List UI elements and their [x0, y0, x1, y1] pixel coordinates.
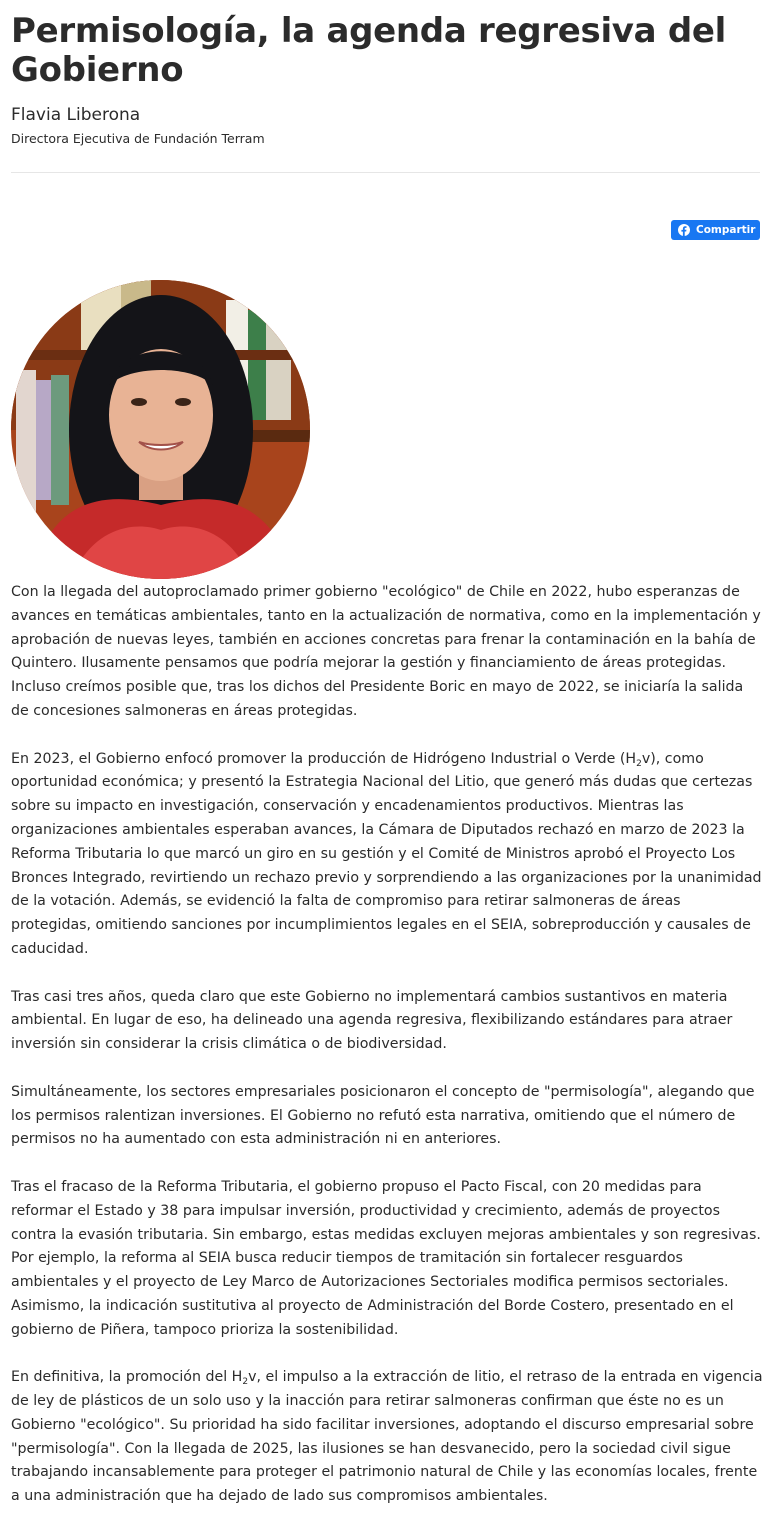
facebook-share-button[interactable]: [671, 220, 760, 240]
author-name: Flavia Liberona: [11, 105, 141, 125]
paragraph-4: Simultáneamente, los sectores empresariales posicionaron el concepto de "permisología", alegando que los permisos ralentizan inversiones. El Gobierno no refutó esta narrativa, omitiendo que el número de permisos no ha aumentado con esta administración ni en anteriores.: [11, 1083, 755, 1148]
author-role: Directora Ejecutiva de Fundación Terram: [11, 131, 265, 146]
article-title: Permisología, la agenda regresiva del Gobierno: [11, 11, 727, 90]
article-body: [11, 581, 763, 1533]
facebook-icon: [678, 224, 690, 236]
share-label: Compartir: [696, 224, 756, 236]
paragraph-3: Tras casi tres años, queda claro que este Gobierno no implementará cambios sustantivos en materia ambiental. En lugar de eso, ha delineado una agenda regresiva, flexibilizando estándares para atraer inversión sin considerar la crisis climática o de biodiversidad.: [11, 988, 733, 1053]
author-portrait-image: [11, 280, 310, 579]
paragraph-1: Con la llegada del autoproclamado primer gobierno "ecológico" de Chile en 2022, hubo esperanzas de avances en temáticas ambientales, tanto en la actualización de normativa, como en la implementación y aprobación de nuevas leyes, también en acciones concretas para frenar la contaminación en la bahía de Quintero. Ilusamente pensamos que podría mejorar la gestión y financiamiento de áreas protegidas. Incluso creímos posible que, tras los dichos del Presidente Boric en mayo de 2022, se iniciaría la salida de concesiones salmoneras en áreas protegidas.: [11, 584, 761, 719]
divider: [11, 172, 760, 173]
paragraph-6: En definitiva, la promoción del $H_2v$, el impulso a la extracción de litio, el retraso de la entrada en vigencia de ley de plásticos de un solo uso y la inacción para retirar salmoneras confirman que éste no es un Gobierno "ecológico". Su prioridad ha sido facilitar inversiones, adoptando el discurso empresarial sobre "permisología". Con la llegada de 2025, las ilusiones se han desvanecido, pero la sociedad civil sigue trabajando incansablemente para proteger el patrimonio natural de Chile y las economías locales, frente a una administración que ha dejado de lado sus compromisos ambientales.: [11, 1369, 763, 1505]
paragraph-5: Tras el fracaso de la Reforma Tributaria, el gobierno propuso el Pacto Fiscal, con 20 medidas para reformar el Estado y 38 para impulsar inversión, productividad y crecimiento, además de proyectos contra la evasión tributaria. Sin embargo, estas medidas excluyen mejoras ambientales y son regresivas. Por ejemplo, la reforma al SEIA busca reducir tiempos de tramitación sin fortalecer resguardos ambientales y el proyecto de Ley Marco de Autorizaciones Sectoriales modifica permisos sectoriales. Asimismo, la indicación sustitutiva al proyecto de Administración del Borde Costero, presentado en el gobierno de Piñera, tampoco prioriza la sostenibilidad.: [11, 1178, 761, 1338]
author-photo: [11, 280, 310, 579]
paragraph-2: En 2023, el Gobierno enfocó promover la producción de Hidrógeno Industrial o Verde $(H_2v)$, como oportunidad económica; y presentó la Estrategia Nacional del Litio, que generó más dudas que certezas sobre su impacto en investigación, conservación y encadenamientos productivos. Mientras las organizaciones ambientales esperaban avances, la Cámara de Diputados rechazó en marzo de 2023 la Reforma Tributaria lo que marcó un giro en su gestión y el Comité de Ministros aprobó el Proyecto Los Bronces Integrado, revirtiendo un rechazo previo y sorprendiendo a las organizaciones por la unanimidad de la votación. Además, se evidenció la falta de compromiso para retirar salmoneras de áreas protegidas, omitiendo sanciones por incumplimientos legales en el SEIA, sobreproducción y causales de caducidad.: [11, 750, 762, 957]
